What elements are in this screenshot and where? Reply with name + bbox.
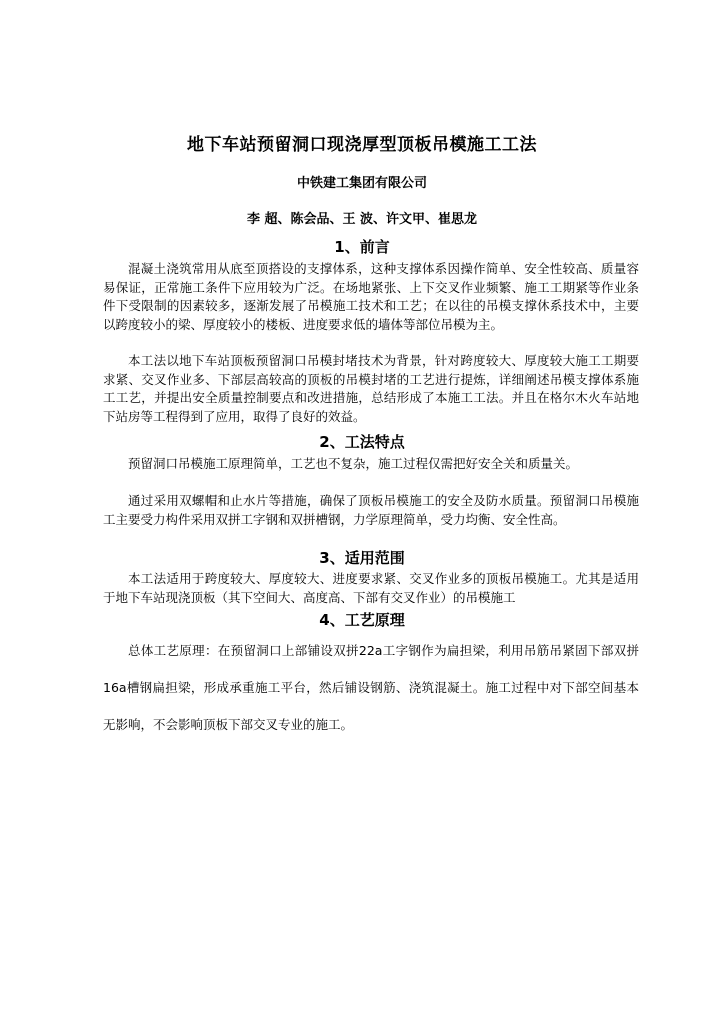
- company-name: 中铁建工集团有限公司: [296, 176, 427, 191]
- paragraph-foreword-1: 混凝土浇筑常用从底至顶搭设的支撑体系，这种支撑体系因操作简单、安全性较高、质量容易保证，正常施工条件下应用较为广泛。在场地紧张、上下交叉作业频繁、施工工期紧等作业条件下受限制的因素较多，逐渐发展了吊模施工技术和工艺；在以往的吊模支撑休系技术中，主要以跨度较小的梁、厚度较小的楼板、进度要求低的墙体等部位吊模为主。: [103, 261, 639, 332]
- paragraph-foreword-2: 本工法以地下车站顶板预留洞口吊模封堵技术为背景，针对跨度较大、厚度较大施工工期要求紧、交叉作业多、下部层高较高的顶板的吊模封堵的工艺进行提炼，详细阐述吊模支撑体系施工工艺，并提出安全质量控制要点和改进措施，总结形成了本施工工法。并且在格尔木火车站地下站房等工程得到了应用，取得了良好的效益。: [103, 353, 639, 424]
- paragraph-features-2: 通过采用双螺帽和止水片等措施，确保了顶板吊模施工的安全及防水质量。预留洞口吊模施工主要受力构件采用双拼工字钢和双拼槽钢，力学原理简单，受力均衡、安全性高。: [103, 493, 639, 527]
- paragraph-features-1: 预留洞口吊模施工原理简单，工艺也不复杂，施工过程仅需把好安全关和质量关。: [128, 456, 579, 471]
- section-heading-scope: 3、适用范围: [319, 549, 405, 567]
- author-list: 李 超、陈会品、王 波、许文甲、崔思龙: [246, 212, 478, 227]
- paragraph-scope-1: 本工法适用于跨度较大、厚度较大、进度要求紧、交叉作业多的顶板吊模施工。尤其是适用于地下车站现浇顶板（其下空间大、高度高、下部有交叉作业）的吊模施工: [103, 571, 639, 605]
- paragraph-principle-1: 总体工艺原理：在预留洞口上部铺设双拼22a工字钢作为扁担梁，利用吊筋吊紧固下部双拼16a槽钢扁担梁，形成承重施工平台，然后铺设钢筋、浇筑混凝土。施工过程中对下部空间基本无影响，不会影响顶板下部交叉专业的施工。: [103, 643, 639, 732]
- document-title: 地下车站预留洞口现浇厚型顶板吊模施工工法: [187, 135, 537, 155]
- section-heading-foreword: 1、前言: [334, 238, 390, 256]
- section-heading-features: 2、工法特点: [319, 433, 405, 451]
- section-heading-principle: 4、工艺原理: [319, 611, 405, 629]
